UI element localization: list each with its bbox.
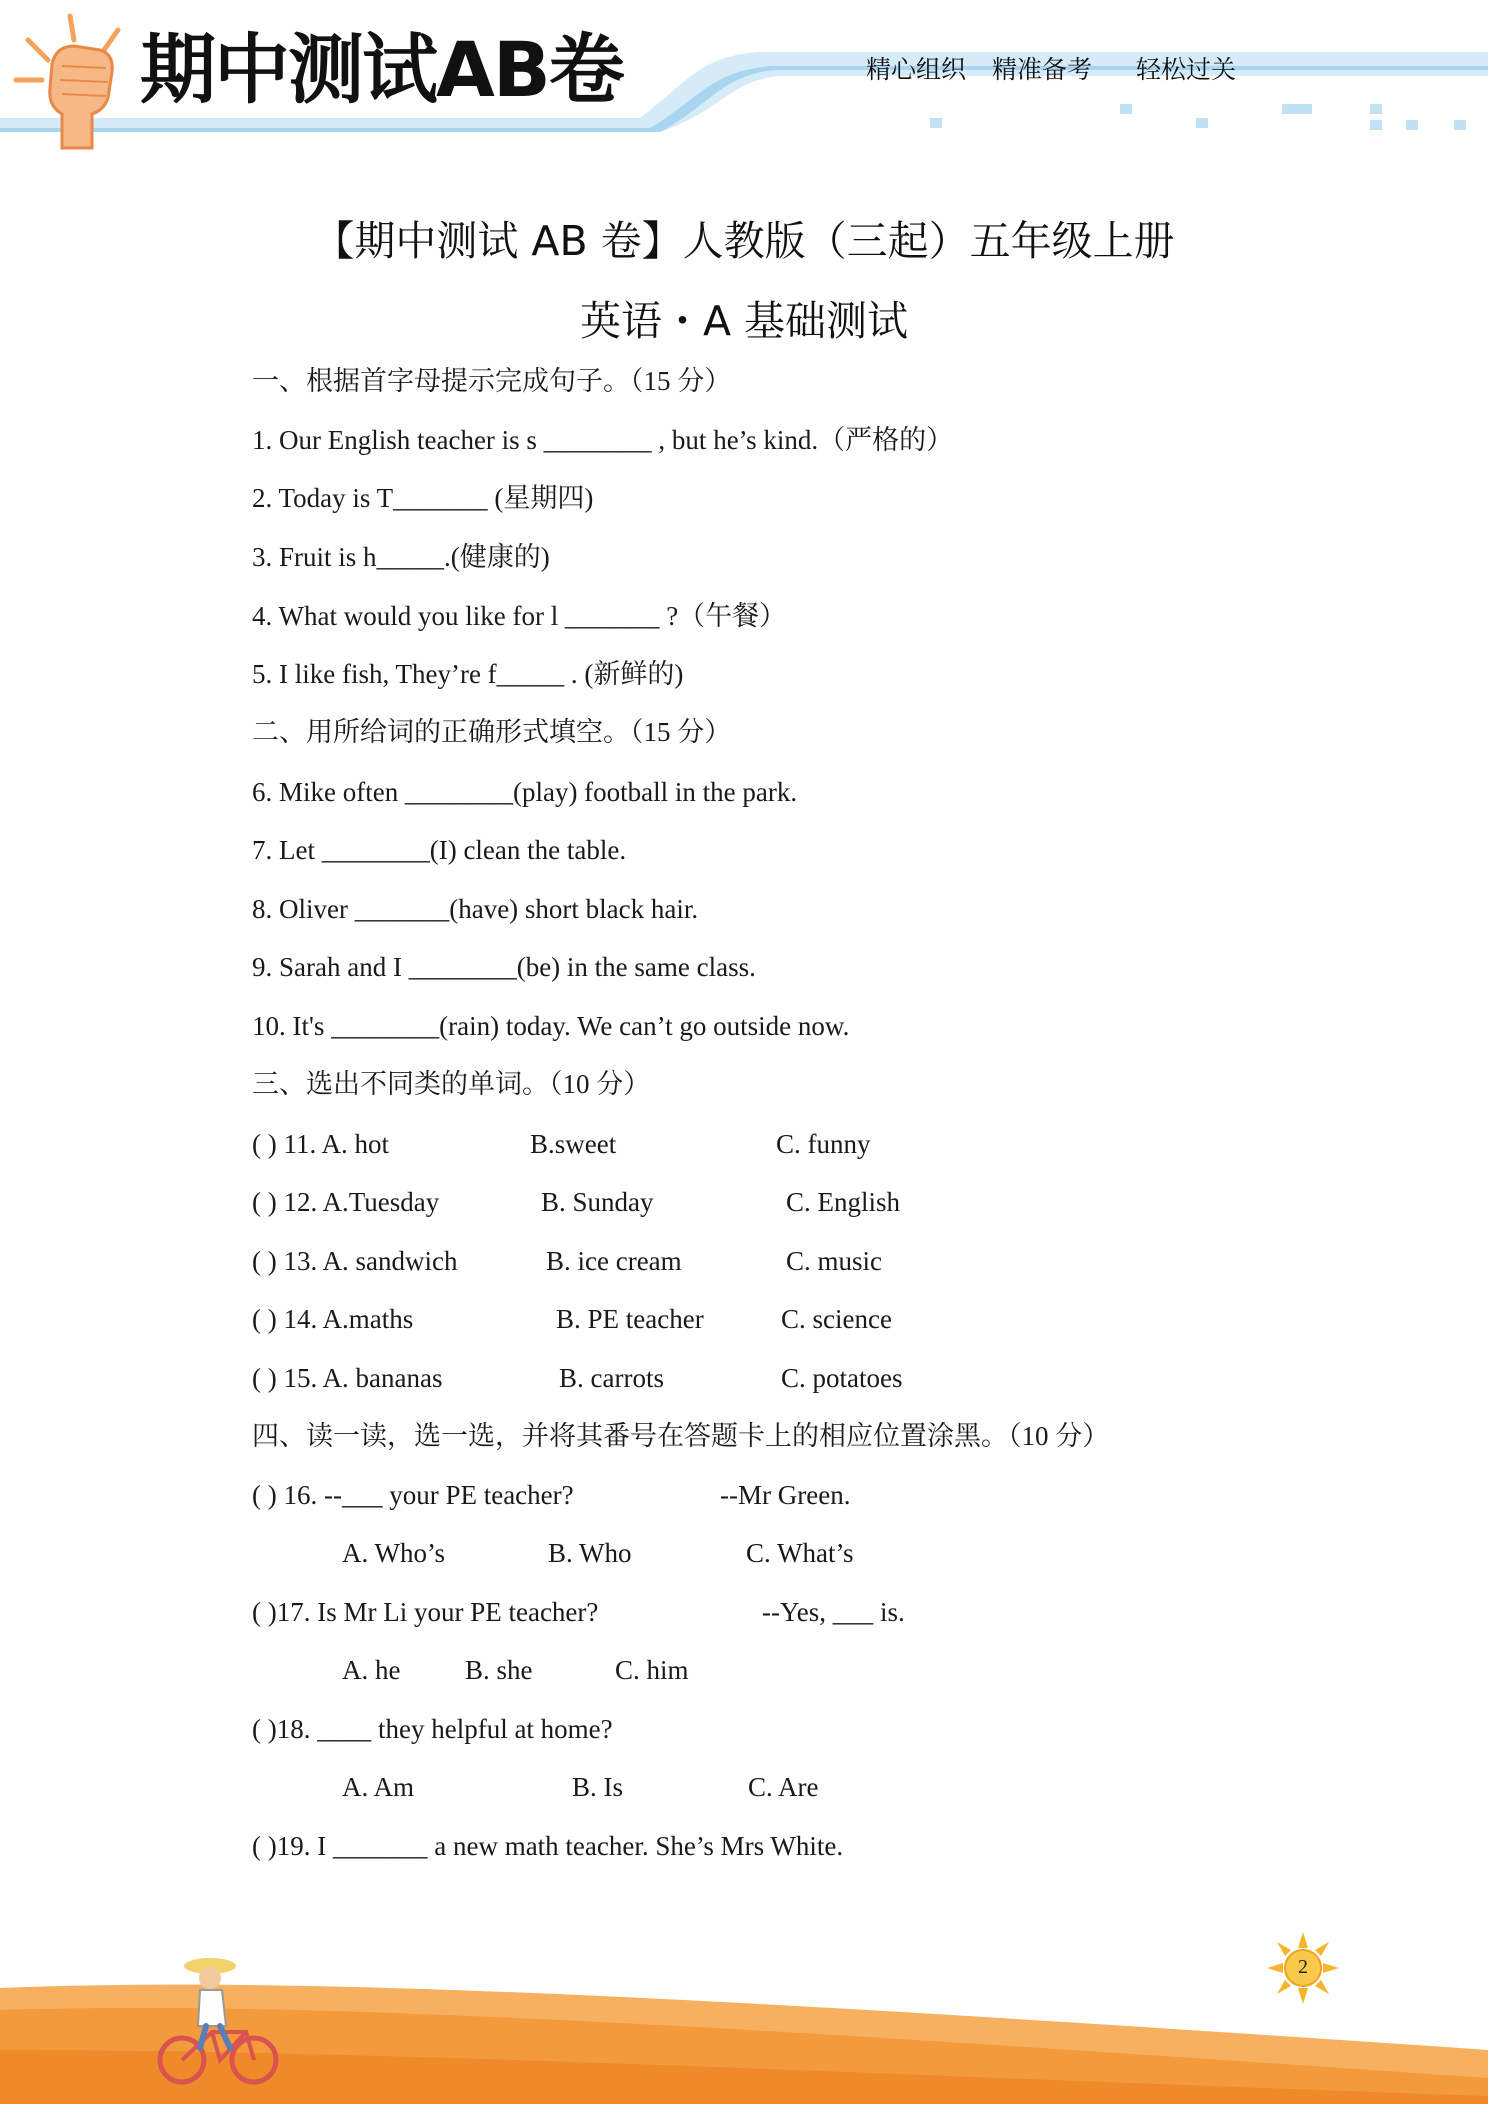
banner-slogans — [866, 50, 1236, 86]
question-5: 5. I like fish, They’re f_____ . (新鲜的) — [252, 659, 684, 689]
question-18-option-a: A. Am — [342, 1772, 415, 1802]
document-title: 【期中测试 AB 卷】人教版（三起）五年级上册 — [313, 217, 1175, 265]
question-17-answer: --Yes, ___ is. — [762, 1597, 905, 1627]
question-16-option-a: A. Who’s — [342, 1538, 446, 1568]
question-13-c: C. music — [786, 1246, 883, 1276]
question-18-option-c: C. Are — [748, 1772, 819, 1802]
question-15-b: B. carrots — [559, 1363, 664, 1393]
question-16-option-c: C. What’s — [746, 1538, 854, 1568]
question-9: 9. Sarah and I ________(be) in the same class. — [252, 952, 756, 982]
question-18-option-b: B. Is — [572, 1772, 624, 1802]
question-14-c: C. science — [781, 1304, 892, 1334]
question-13-b: B. ice cream — [546, 1246, 682, 1276]
banner-title: 期中测试AB卷 — [140, 25, 623, 114]
question-16-answer: --Mr Green. — [720, 1480, 851, 1510]
page-footer — [0, 1900, 1488, 2104]
question-19: ( )19. I _______ a new math teacher. She’s Mrs White. — [252, 1831, 844, 1861]
slogan-3: 轻松过关 — [1136, 55, 1237, 84]
question-17-option-c: C. him — [615, 1655, 689, 1685]
question-3: 3. Fruit is h_____.(健康的) — [252, 542, 550, 572]
section-1-heading: 一、根据首字母提示完成句子。（15 分） — [252, 366, 732, 396]
section-4-heading: 四、读一读，选一选，并将其番号在答题卡上的相应位置涂黑。（10 分） — [252, 1421, 1110, 1451]
question-15-a: ( ) 15. A. bananas — [252, 1363, 443, 1393]
question-11-a: ( ) 11. A. hot — [252, 1129, 389, 1159]
question-14-a: ( ) 14. A.maths — [252, 1304, 414, 1334]
question-18: ( )18. ____ they helpful at home? — [252, 1714, 613, 1744]
question-6: 6. Mike often ________(play) football in the park. — [252, 777, 798, 807]
slogan-2: 精准备考 — [992, 55, 1093, 84]
question-13-a: ( ) 13. A. sandwich — [252, 1246, 458, 1276]
question-7: 7. Let ________(I) clean the table. — [252, 835, 627, 865]
question-17-option-a: A. he — [342, 1655, 401, 1685]
question-11-c: C. funny — [776, 1129, 871, 1159]
question-1: 1. Our English teacher is s ________ , but he’s kind.（严格的） — [252, 425, 954, 455]
question-10: 10. It's ________(rain) today. We can’t go outside now. — [252, 1011, 850, 1041]
cyclist-icon — [150, 1948, 290, 2098]
question-8: 8. Oliver _______(have) short black hair. — [252, 894, 699, 924]
section-3-heading: 三、选出不同类的单词。（10 分） — [252, 1069, 651, 1099]
question-17: ( )17. Is Mr Li your PE teacher? — [252, 1597, 599, 1627]
slogan-1: 精心组织 — [866, 55, 967, 84]
question-16: ( ) 16. --___ your PE teacher? — [252, 1480, 574, 1510]
question-15-c: C. potatoes — [781, 1363, 903, 1393]
question-17-option-b: B. she — [465, 1655, 533, 1685]
page-header — [0, 0, 1488, 150]
question-11-b: B.sweet — [530, 1129, 617, 1159]
question-2: 2. Today is T_______ (星期四) — [252, 483, 594, 513]
question-16-option-b: B. Who — [548, 1538, 632, 1568]
question-12-c: C. English — [786, 1187, 901, 1217]
question-14-b: B. PE teacher — [556, 1304, 704, 1334]
question-4: 4. What would you like for l _______ ?（午餐） — [252, 601, 787, 631]
document-subtitle: 英语・A 基础测试 — [579, 297, 909, 345]
question-12-a: ( ) 12. A.Tuesday — [252, 1187, 440, 1217]
page-number: 2 — [1298, 1956, 1308, 1978]
question-11 — [252, 1131, 389, 1158]
raised-fist-icon — [8, 10, 138, 160]
section-2-heading: 二、用所给词的正确形式填空。（15 分） — [252, 717, 732, 747]
question-12-b: B. Sunday — [541, 1187, 654, 1217]
